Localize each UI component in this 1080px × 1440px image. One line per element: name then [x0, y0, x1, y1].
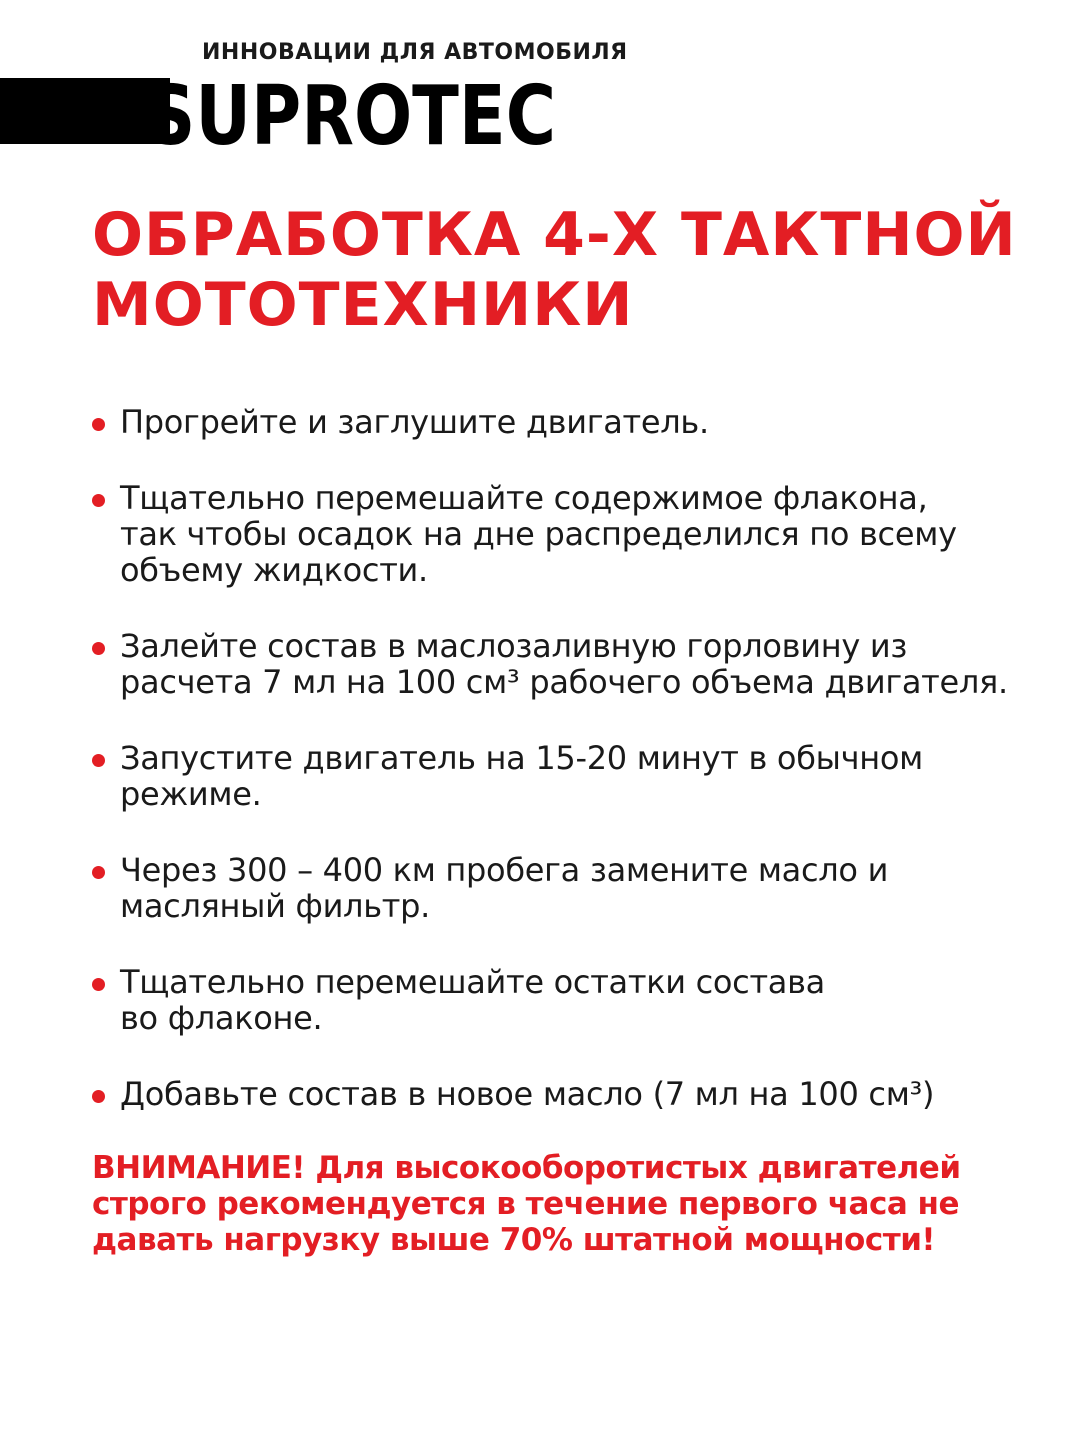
- instruction-list: [92, 404, 1052, 1152]
- bullet-dot-icon: [92, 754, 105, 767]
- bullet-dot-icon: [92, 642, 105, 655]
- bullet-dot-icon: [92, 866, 105, 879]
- list-item: [92, 964, 1052, 1036]
- list-item: [92, 740, 1052, 812]
- list-item: [92, 628, 1052, 700]
- bullet-dot-icon: [92, 418, 105, 431]
- step-text: Через 300 – 400 км пробега замените масло и масляный фильтр.: [120, 851, 889, 925]
- list-item: [92, 404, 1052, 440]
- step-text: Прогрейте и заглушите двигатель.: [120, 403, 709, 441]
- brand-tagline: ИННОВАЦИИ ДЛЯ АВТОМОБИЛЯ: [202, 40, 628, 65]
- logo-wordmark: SUPROTEC: [146, 69, 556, 164]
- bullet-dot-icon: [92, 978, 105, 991]
- step-text: Запустите двигатель на 15-20 минут в обычном режиме.: [120, 739, 923, 813]
- page-title: ОБРАБОТКА 4-Х ТАКТНОЙ МОТОТЕХНИКИ: [92, 200, 1017, 340]
- step-text: Тщательно перемешайте остатки состава во флаконе.: [120, 963, 825, 1037]
- step-text: Тщательно перемешайте содержимое флакона, так чтобы осадок на дне распределился по всему объему жидкости.: [120, 479, 957, 589]
- step-text: Залейте состав в маслозаливную горловину из расчета 7 мл на 100 см³ рабочего объема двигателя.: [120, 627, 1008, 701]
- bullet-dot-icon: [92, 494, 105, 507]
- bullet-dot-icon: [92, 1090, 105, 1103]
- brand-header: [0, 34, 628, 164]
- step-text: Добавьте состав в новое масло (7 мл на 100 см³): [120, 1075, 935, 1113]
- list-item: [92, 480, 1052, 588]
- list-item: [92, 852, 1052, 924]
- suprotec-logo: [0, 69, 560, 164]
- list-item: [92, 1076, 1052, 1112]
- warning-note: ВНИМАНИЕ! Для высокооборотистых двигателей строго рекомендуется в течение первого часа не давать нагрузку выше 70% штатной мощности!: [92, 1150, 961, 1258]
